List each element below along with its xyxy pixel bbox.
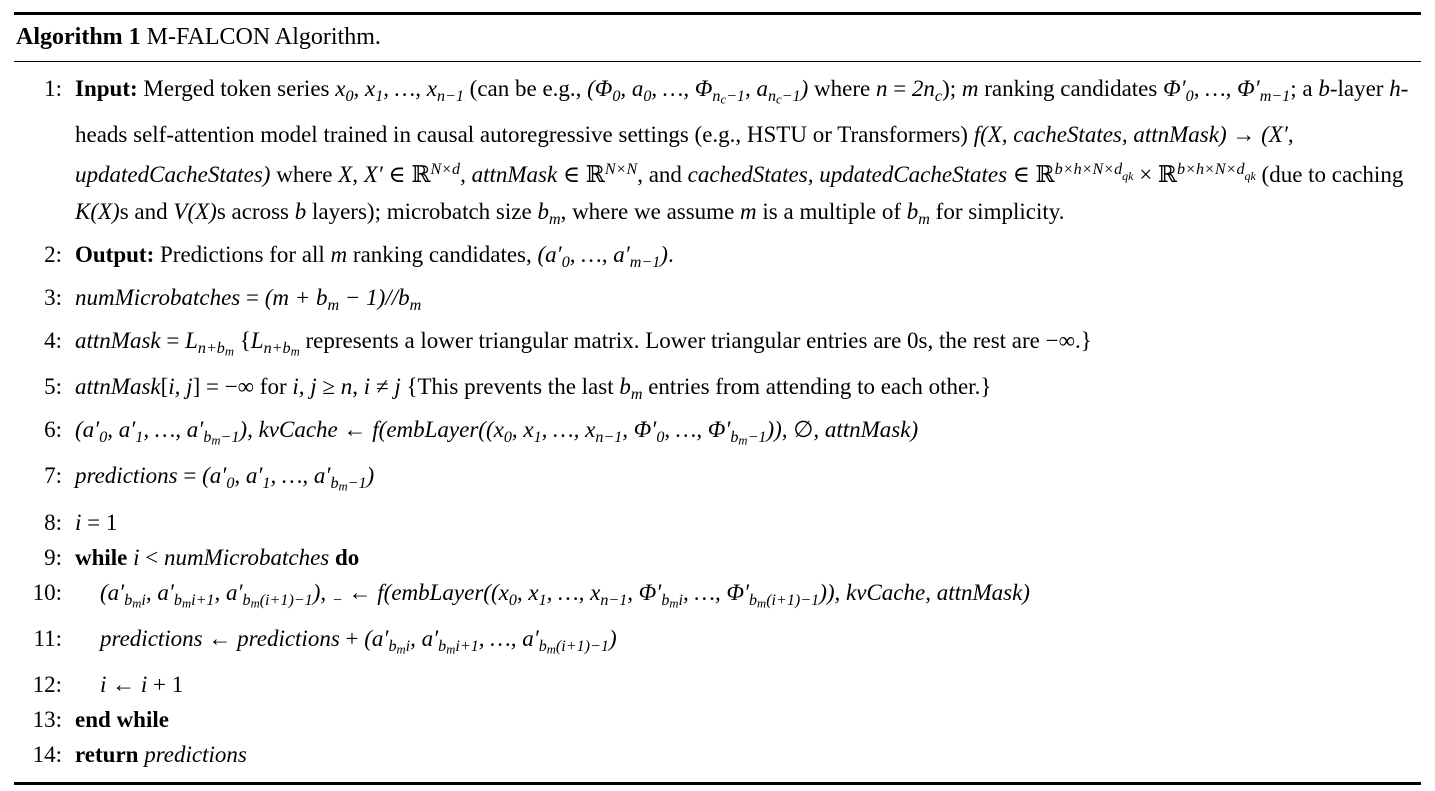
text-segment: (Φ [587,76,613,101]
text-segment: m [330,242,348,268]
text-segment: − [331,591,343,609]
text-segment: b [242,591,251,609]
text-segment: ranking candidates [978,76,1164,101]
text-segment: V(X) [173,199,217,225]
algorithm-line [14,667,1421,702]
text-segment: (a′ [364,625,389,651]
text-segment: m [290,344,300,359]
text-segment: f(embLayer((x [377,579,509,605]
line-content [75,71,1421,237]
algorithm-line [14,702,1421,737]
text-segment: b×h×N×d [1177,161,1245,179]
text-segment: [ [160,374,169,400]
text-segment: (X′, updatedCacheStates) [75,122,1294,188]
text-segment: i [405,637,411,655]
text-segment: m [181,595,192,610]
text-segment: (i+1)−1 [766,591,820,609]
text-segment: (a′ [202,463,227,489]
line-content [75,737,1421,772]
text-segment: , …, x [383,76,437,101]
text-segment: m [338,479,348,494]
text-segment: i [678,591,683,609]
line-number: 4: [44,327,62,353]
text-segment: = [177,463,203,489]
text-segment: 1 [538,591,547,609]
line-number: 2: [44,242,62,268]
text-segment: i [100,672,107,698]
text-segment: < [139,544,165,570]
line-content [75,458,1421,504]
text-segment: L [250,327,264,353]
text-segment: −1 [220,428,240,446]
text-segment: Φ′ [1163,76,1186,101]
text-segment: layers); microbatch size [306,199,538,225]
text-segment: j [394,374,401,400]
text-segment: ∈ ℝ [1007,162,1055,188]
text-segment: n, i [340,374,371,400]
text-segment: b [173,591,182,609]
text-segment: while [75,544,134,570]
text-segment: is a multiple of [756,199,907,225]
text-segment: numMicrobatches [75,284,241,310]
line-number: 13: [32,707,62,733]
text-segment: f(X, cacheStates, attnMask) [973,122,1227,148]
text-segment: where [808,76,876,101]
text-segment: ] = −∞ for [192,374,293,400]
text-segment: ≥ [316,374,341,400]
text-segment: i+1 [191,591,215,609]
text-segment: m [738,433,748,448]
algorithm-title: M-FALCON Algorithm. [140,23,381,50]
text-segment: , Φ′ [627,579,662,605]
text-segment: b [537,199,549,225]
text-segment: N×N [604,161,638,179]
text-segment: m [757,595,767,610]
text-segment: ; a [1290,76,1319,101]
text-segment: , …, Φ′ [683,579,749,605]
text-segment: , x [511,416,534,442]
text-segment: ← [337,416,373,442]
text-segment: f(embLayer((x [372,416,504,442]
text-segment: m [224,344,234,359]
text-segment: 0 [508,591,517,609]
text-segment: 0 [345,87,354,105]
text-segment: Output: [75,242,155,268]
text-segment: ← [202,625,238,651]
text-segment: 1 [135,428,144,446]
text-segment: m [132,595,142,610]
text-segment: qk [1244,169,1256,184]
text-segment: do [329,544,360,570]
text-segment: b [1318,76,1330,101]
line-number: 7: [44,463,62,489]
text-segment: attnMask [75,374,161,400]
text-segment: b [906,199,919,225]
text-segment: cachedStates, updatedCacheStates [687,162,1008,188]
line-content [75,412,1421,458]
text-segment: , and [637,162,688,188]
text-segment: −1 [781,87,801,105]
text-segment: i [75,509,82,535]
text-segment: (due to caching [1255,162,1404,188]
text-segment: 1 [262,475,271,493]
text-segment: X, X′ [338,162,383,188]
text-segment: c [934,87,943,105]
text-segment: b [203,428,212,446]
text-segment: N×d [430,161,461,179]
text-segment: , …, Φ′ [1193,76,1260,101]
text-segment: s and [119,199,174,225]
text-segment: , where we assume [560,199,741,225]
text-segment: ) [800,76,809,101]
text-segment: n [712,87,721,105]
text-segment: {This prevents the last [400,374,620,400]
text-segment: 0 [1185,87,1194,105]
text-segment: n−1 [600,591,628,609]
algorithm-line [14,458,1421,504]
text-segment: Input: [75,76,138,101]
text-segment: m [630,385,643,403]
algorithm-label: Algorithm 1 [16,23,141,50]
text-segment: −1 [747,428,767,446]
text-segment: 2n [911,76,935,101]
line-number: 5: [44,374,62,400]
text-segment: b [749,591,758,609]
text-segment: m [918,211,930,229]
line-content [75,702,1421,737]
text-segment: m [961,76,979,101]
text-segment: 1 [533,428,542,446]
text-segment: , a′ [410,625,439,651]
text-segment: (can be e.g., [463,76,588,101]
text-segment: -layer [1329,76,1390,101]
text-segment: n−1 [436,87,464,105]
line-number: 10: [32,579,62,605]
text-segment: )), kvCache, attnMask) [819,579,1030,605]
text-segment: b [538,637,547,655]
line-number: 6: [44,416,62,442]
text-segment: m [396,642,406,657]
line-number: 11: [33,625,62,651]
line-content [75,237,1421,280]
algorithm-line [14,540,1421,575]
algorithm-line [14,737,1421,772]
text-segment: , …, a′ [143,416,204,442]
text-segment: m [250,595,260,610]
text-segment: , …, Φ′ [664,416,731,442]
bottom-rule [14,782,1421,785]
text-segment: ), [312,579,332,605]
algorithm-line [14,575,1421,621]
algorithm-line [14,621,1421,667]
text-segment: (a′ [537,242,562,268]
text-segment: { [234,327,251,353]
line-number: 8: [44,509,62,535]
text-segment: predictions [237,625,340,651]
text-segment: −1 [726,87,745,105]
text-segment: −1 [347,475,367,493]
text-segment: ) [660,242,668,268]
text-segment: + 1 [147,672,184,698]
text-segment: predictions [100,625,203,651]
text-segment: n+b [197,339,225,357]
text-segment: , attnMask [460,162,558,188]
line-content [75,323,1421,369]
text-segment: ); [942,76,962,101]
text-segment: m [446,642,456,657]
text-segment: 0 [656,428,665,446]
text-segment: c [720,92,727,107]
text-segment: b [661,591,670,609]
text-segment: m [409,296,422,314]
text-segment: b [294,199,307,225]
text-segment: for simplicity. [929,199,1065,225]
text-segment: x [335,76,346,101]
text-segment: m [548,211,561,229]
text-segment: 0 [612,87,621,105]
text-segment: -heads self-attention model trained in causal autoregressive settings (e.g., HSTU or Transformers) [75,76,1409,148]
line-content [75,575,1421,621]
text-segment: 0 [503,428,512,446]
text-segment: , …, a′ [270,463,331,489]
line-number: 14: [32,742,62,768]
line-number: 12: [32,672,62,698]
text-segment: m [327,296,340,314]
algorithm-line [14,71,1421,237]
text-segment: n [767,87,777,105]
algorithm-caption [14,15,1421,61]
text-segment: ≠ [370,374,395,400]
text-segment: , a [744,76,768,101]
algorithm-line [14,369,1421,412]
text-segment: , x [353,76,376,101]
text-segment: b [124,591,133,609]
text-segment: , …, x [541,416,596,442]
text-segment: (i+1)−1 [555,637,609,655]
text-segment: s across [216,199,295,225]
text-segment: = 1 [81,509,118,535]
text-segment: n+b [263,339,291,357]
text-segment: , …, Φ [651,76,713,101]
text-segment: m [546,642,556,657]
text-segment: numMicrobatches [164,544,330,570]
text-segment: → [1226,122,1262,148]
text-segment: ranking candidates, [347,242,538,268]
text-segment: return [75,742,145,768]
text-segment: b [388,637,397,655]
text-segment: m [211,433,221,448]
text-segment: Predictions for all [154,242,331,268]
line-number: 9: [44,544,62,570]
algorithm-line [14,505,1421,540]
text-segment: b [438,637,447,655]
algorithm-line [14,412,1421,458]
line-content [75,505,1421,540]
algorithm-line [14,237,1421,280]
text-segment: m−1 [1259,87,1291,105]
text-segment: m [740,199,757,225]
text-segment: , x [516,579,539,605]
text-segment: ∈ ℝ [557,162,605,188]
text-segment: i [140,672,148,698]
text-segment: (m + b [264,284,328,310]
line-content [75,280,1421,323]
text-segment: , …, x [546,579,601,605]
text-segment: n [875,76,888,101]
text-segment: represents a lower triangular matrix. Lower triangular entries are 0s, the rest are −∞.} [299,327,1092,353]
text-segment: )), [766,416,794,442]
algorithm-line [14,323,1421,369]
text-segment: qk [1122,169,1134,184]
text-segment: end while [75,707,169,733]
text-segment: m [669,595,679,610]
line-content [75,621,1421,667]
text-segment: predictions [144,742,247,768]
text-segment: L [185,327,198,353]
algorithm-line [14,280,1421,323]
text-segment: i [133,544,140,570]
text-segment: , Φ′ [622,416,657,442]
text-segment: m−1 [629,253,661,271]
text-segment: i, j [292,374,317,400]
text-segment: K(X) [75,199,120,225]
text-segment: ∅ [793,416,814,442]
text-segment: c [776,92,782,107]
line-content [75,540,1421,575]
text-segment: ), kvCache [239,416,338,442]
line-number: 3: [44,284,62,310]
text-segment: b [730,428,739,446]
text-segment: b [330,475,339,493]
text-segment: , a′ [107,416,136,442]
text-segment: h [1389,76,1401,101]
text-segment: i+1 [455,637,479,655]
text-segment: (a′ [100,579,125,605]
line-content [75,667,1421,702]
text-segment: = [887,76,912,101]
text-segment: ) [608,625,617,651]
text-segment: entries from attending to each other.} [642,374,992,400]
text-segment: . [667,242,674,268]
text-segment: , a′ [234,463,263,489]
text-segment: b [619,374,631,400]
text-segment: + [339,625,365,651]
text-segment: , …, a′ [478,625,539,651]
text-segment: ← [106,672,141,698]
text-segment: × ℝ [1133,162,1178,188]
text-segment: = [160,327,186,353]
text-segment: 0 [226,475,235,493]
text-segment: i, j [168,374,193,400]
text-segment: 0 [561,253,570,271]
text-segment: (a′ [75,416,100,442]
text-segment: ) [366,463,375,489]
text-segment: where [270,162,339,188]
text-segment: , …, a′ [569,242,630,268]
text-segment: n−1 [595,428,623,446]
text-segment: 0 [99,428,108,446]
text-segment: 1 [375,87,384,105]
text-segment: ∈ ℝ [382,162,431,188]
text-segment: − 1)//b [339,284,410,310]
text-segment: predictions [75,463,178,489]
text-segment: (i+1)−1 [259,591,313,609]
text-segment: Merged token series [137,76,336,101]
text-segment: 0 [643,87,652,105]
text-segment: , a′ [145,579,174,605]
algorithm-body [14,62,1421,782]
text-segment: i [141,591,146,609]
text-segment: b×h×N×d [1054,161,1123,179]
text-segment: attnMask [75,327,161,353]
line-content [75,369,1421,412]
text-segment: , a [620,76,644,101]
line-number: 1: [44,76,62,101]
text-segment: , attnMask) [813,416,919,442]
text-segment: = [240,284,265,310]
text-segment: , a′ [214,579,243,605]
text-segment: ← [342,579,378,605]
